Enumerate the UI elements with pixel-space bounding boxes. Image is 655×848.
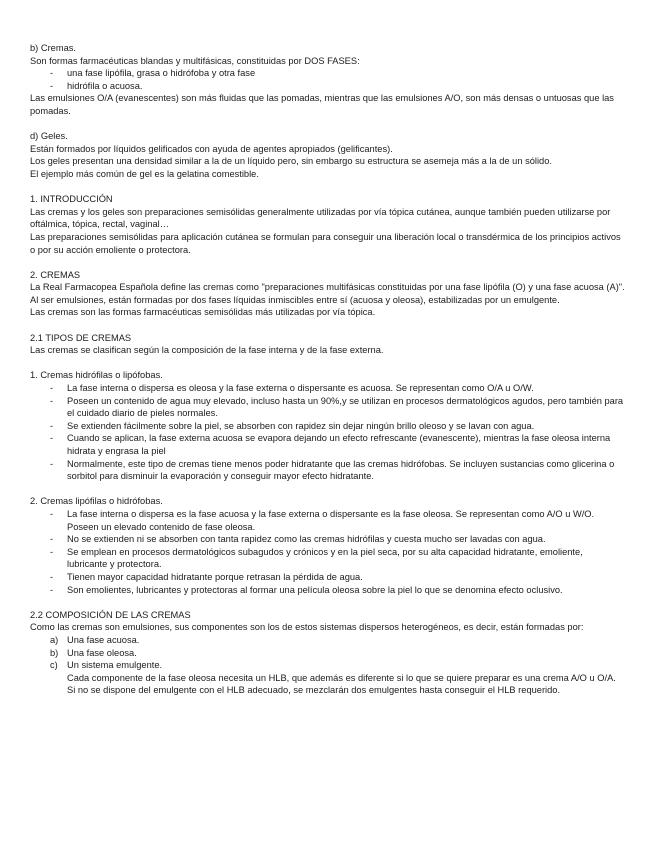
section-heading-cremas: 2. CREMAS [30, 269, 81, 280]
list-item: - Poseen un contenido de agua muy elevado, incluso hasta un 90%,y se utilizan en procesos dermatológicos agudos, pero también para el cuidado diario de pieles normales. [50, 395, 624, 419]
paragraph: Cada componente de la fase oleosa necesita un HLB, que además es diferente si lo que se quiere preparar es una crema A/O u O/A. Si no se dispone del emulgente con el HLB adecuado, se mezclarán dos emulgentes hasta conseguir el HLB requerido. [67, 672, 616, 696]
list-marker: b) [50, 647, 59, 658]
list-item: - La fase interna o dispersa es oleosa y la fase externa o dispersante es acuosa. Se representan como O/A u O/W. [50, 383, 534, 394]
list-marker: c) [50, 660, 58, 671]
dash-list [30, 382, 625, 483]
list-item: - Se extienden fácilmente sobre la piel, se absorben con rapidez sin dejar ningún brillo oleoso y se lavan con agua. [50, 420, 535, 431]
list-item: - Normalmente, este tipo de cremas tiene menos poder hidratante que las cremas hidrófobas. Se incluyen sustancias como glicerina o sorbitol para disminuir la evaporación y conseguir mayor efecto hidratante. [50, 458, 615, 482]
list-item: - una fase lipófila, grasa o hidrófoba y otra fase [50, 68, 256, 79]
paragraph: Están formados por líquidos gelificados con ayuda de agentes apropiados (gelificantes). [30, 143, 393, 154]
section-heading-introduccion: 1. INTRODUCCIÓN [30, 194, 113, 205]
paragraph: El ejemplo más común de gel es la gelatina comestible. [30, 168, 259, 179]
list-item: - No se extienden ni se absorben con tanta rapidez como las cremas hidrófilas y cuesta mucho ser lavadas con agua. [50, 534, 546, 545]
paragraph: Como las cremas son emulsiones, sus componentes son los de estos sistemas dispersos heterogéneos, es decir, están formadas por: [30, 622, 584, 633]
bullet-mark: - [50, 458, 54, 469]
dash-list [30, 508, 625, 596]
bullet-mark: - [50, 534, 54, 545]
bullet-mark: - [50, 80, 54, 91]
subsection-heading-hidrofilas: 1. Cremas hidrófilas o lipófobas. [30, 370, 163, 381]
paragraph: Son formas farmacéuticas blandas y multifásicas, constituidas por DOS FASES: [30, 55, 360, 66]
bullet-mark: - [50, 546, 54, 557]
bullet-mark: - [50, 420, 54, 431]
section-heading-d: d) Geles. [30, 131, 68, 142]
list-item: a) Una fase acuosa. [50, 634, 140, 645]
list-item: b) Una fase oleosa. [50, 647, 137, 658]
paragraph: Las cremas se clasifican según la composición de la fase interna y de la fase externa. [30, 345, 384, 356]
paragraph: Las preparaciones semisólidas para aplicación cutánea se formulan para conseguir una liberación local o transdérmica de los principios activos o por su acción emoliente o protectora. [30, 231, 621, 255]
list-item: - Son emolientes, lubricantes y protectoras al formar una película oleosa sobre la piel lo que se denomina efecto oclusivo. [50, 584, 563, 595]
list-item: - hidrófila o acuosa. [50, 80, 143, 91]
section-heading-b: b) Cremas. [30, 43, 76, 53]
paragraph: Las cremas y los geles son preparaciones semisólidas generalmente utilizadas por vía tópica cutánea, aunque también pueden utilizarse por oftálmica, tópica, rectal, vaginal… [30, 206, 611, 230]
section-heading-composicion: 2.2 COMPOSICIÓN DE LAS CREMAS [30, 609, 191, 620]
dash-list [30, 67, 625, 92]
alpha-list [30, 634, 625, 672]
bullet-mark: - [50, 395, 54, 406]
paragraph: Los geles presentan una densidad similar a la de un líquido pero, sin embargo su estructura se asemeja más a la de un sólido. [30, 156, 552, 167]
list-item: - La fase interna o dispersa es la fase acuosa y la fase externa o dispersante es la fase oleosa. Se representan como A/O u W/O. Poseen un elevado contenido de fase oleosa. [50, 508, 595, 532]
subsection-heading-lipofilas: 2. Cremas lipófilas o hidrófobas. [30, 496, 163, 507]
list-item: - Cuando se aplican, la fase externa acuosa se evapora dejando un efecto refrescante (evanescente), mientras la fase oleosa interna hidrata y engrasa la piel [50, 433, 611, 456]
paragraph: Al ser emulsiones, están formadas por dos fases líquidas inmiscibles entre sí (acuosa y oleosa), estabilizadas por un emulgente. [30, 294, 560, 305]
bullet-mark: - [50, 571, 54, 582]
list-item: - Tienen mayor capacidad hidratante porque retrasan la pérdida de agua. [50, 571, 363, 582]
bullet-mark: - [50, 584, 54, 595]
bullet-mark: - [50, 433, 54, 444]
list-item: c) Un sistema emulgente. [50, 660, 163, 671]
paragraph: Las emulsiones O/A (evanescentes) son más fluidas que las pomadas, mientras que las emulsiones A/O, son más densas o untuosas que las pomadas. [30, 93, 614, 116]
bullet-mark: - [50, 508, 54, 519]
section-heading-tipos: 2.1 TIPOS DE CREMAS [30, 332, 132, 343]
bullet-mark: - [50, 383, 54, 394]
bullet-mark: - [50, 68, 54, 79]
list-marker: a) [50, 634, 59, 645]
list-item: - Se emplean en procesos dermatológicos subagudos y crónicos y en la piel seca, por su alta capacidad hidratante, emoliente, lubricante y protectora. [50, 546, 583, 570]
paragraph: Las cremas son las formas farmacéuticas semisólidas más utilizadas por vía tópica. [30, 307, 376, 318]
paragraph: La Real Farmacopea Española define las cremas como "preparaciones multifásicas constituidas por una fase lipófila (O) y una fase acuosa (A)". [30, 282, 625, 293]
